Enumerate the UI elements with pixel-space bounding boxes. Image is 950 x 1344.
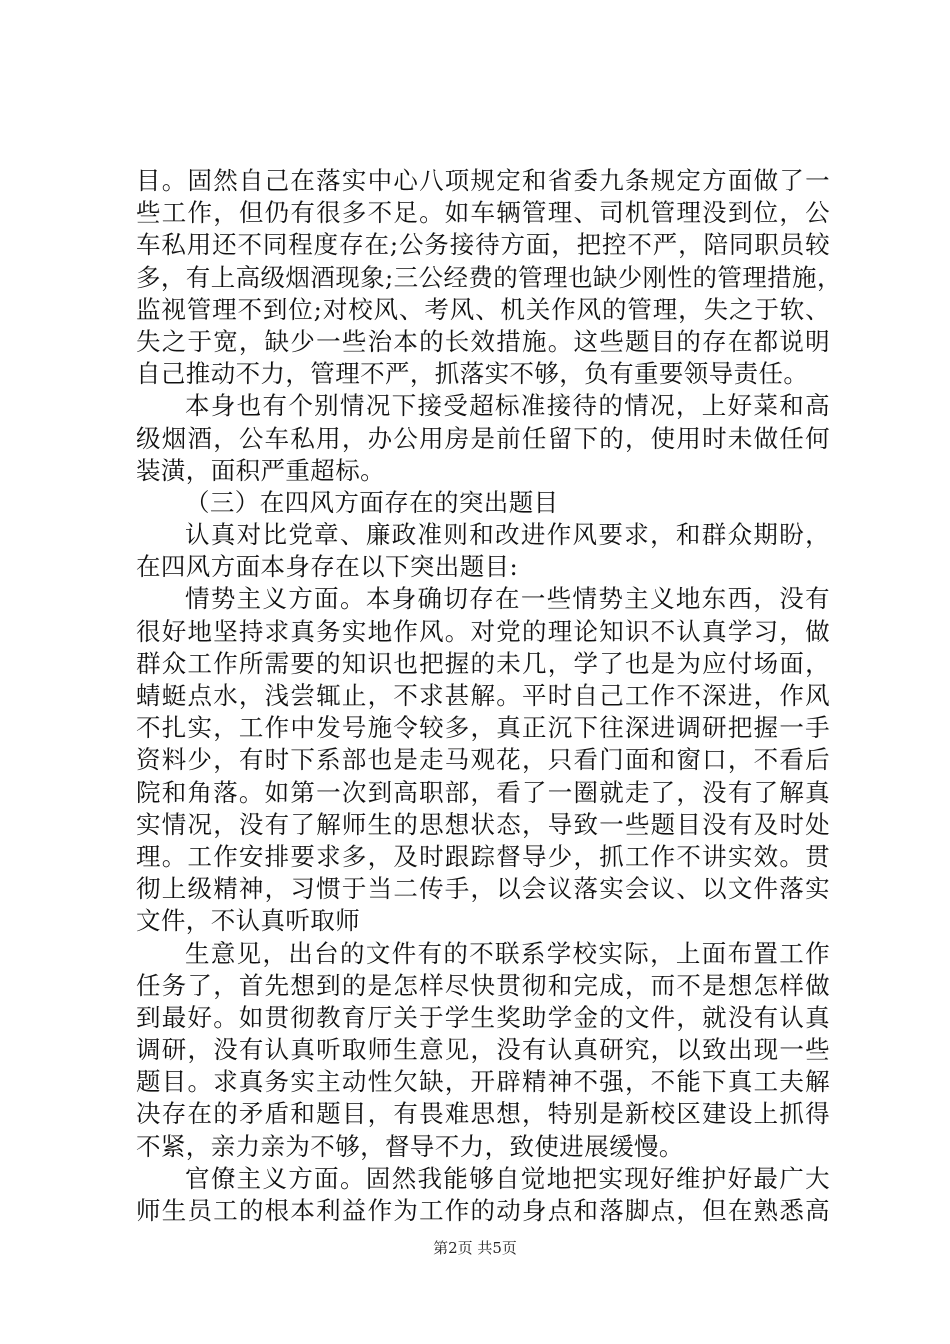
text-line: 调研，没有认真听取师生意见，没有认真研究，以致出现一些: [136, 1035, 830, 1065]
text-line: 本身也有个别情况下接受超标准接待的情况，上好菜和高: [185, 391, 830, 421]
text-line: 决存在的矛盾和题目，有畏难思想，特别是新校区建设上抓得: [136, 1099, 830, 1129]
body-text: [136, 165, 842, 1227]
text-line: 装潢，面积严重超标。: [136, 455, 385, 485]
text-line: 到最好。如贯彻教育厅关于学生奖助学金的文件，就没有认真: [136, 1002, 830, 1032]
text-line: 彻上级精神，习惯于当二传手，以会议落实会议、以文件落实: [136, 874, 830, 904]
text-line: 理。工作安排要求多，及时跟踪督导少，抓工作不讲实效。贯: [136, 841, 830, 871]
text-line: 认真对比党章、廉政准则和改进作风要求，和群众期盼，: [185, 520, 830, 550]
text-line: 群众工作所需要的知识也把握的未几，学了也是为应付场面，: [136, 648, 830, 678]
text-line: 官僚主义方面。固然我能够自觉地把实现好维护好最广大: [185, 1163, 830, 1193]
text-line: 级烟酒，公车私用，办公用房是前任留下的，使用时未做任何: [136, 423, 830, 453]
text-line: 生意见，出台的文件有的不联系学校实际，上面布置工作: [185, 938, 830, 968]
text-line: 失之于宽，缺少一些治本的长效措施。这些题目的存在都说明: [136, 326, 830, 356]
text-line: 目。固然自己在落实中心八项规定和省委九条规定方面做了一: [136, 166, 830, 195]
text-line: 不扎实，工作中发号施令较多，真正沉下往深进调研把握一手: [136, 713, 830, 743]
text-line: 院和角落。如第一次到高职部，看了一圈就走了，没有了解真: [136, 777, 830, 807]
text-line: 在四风方面本身存在以下突出题目:: [136, 552, 519, 582]
section-heading: （三）在四风方面存在的突出题目: [185, 487, 559, 517]
text-line: 自己推动不力，管理不严，抓落实不够，负有重要领导责任。: [136, 359, 809, 389]
text-line: 实情况，没有了解师生的思想状态，导致一些题目没有及时处: [136, 809, 830, 839]
text-line: 蜻蜓点水，浅尝辄止，不求甚解。平时自己工作不深进，作风: [136, 681, 830, 710]
text-line: 师生员工的根本利益作为工作的动身点和落脚点，但在熟悉高: [136, 1196, 830, 1225]
text-line: 资料少，有时下系部也是走马观花，只看门面和窗口，不看后: [136, 745, 830, 775]
text-line: 情势主义方面。本身确切存在一些情势主义地东西，没有: [185, 584, 830, 614]
text-line: 些工作，但仍有很多不足。如车辆管理、司机管理没到位，公: [136, 198, 830, 228]
text-line: 多，有上高级烟酒现象;三公经费的管理也缺少刚性的管理措施，: [136, 262, 842, 292]
text-line: 监视管理不到位;对校风、考风、机关作风的管理，失之于软、: [136, 294, 830, 324]
text-line: 不紧，亲力亲为不够，督导不力，致使进展缓慢。: [136, 1131, 684, 1161]
text-line: 文件，不认真听取师: [136, 906, 361, 936]
page-number-footer: 第2页 共5页: [433, 1239, 517, 1257]
text-line: 车私用还不同程度存在;公务接待方面，把控不严，陪同职员较: [136, 230, 830, 260]
text-line: 题目。求真务实主动性欠缺，开辟精神不强，不能下真工夫解: [136, 1067, 830, 1097]
text-line: 任务了，首先想到的是怎样尽快贯彻和完成，而不是想怎样做: [136, 970, 830, 1000]
text-line: 很好地坚持求真务实地作风。对党的理论知识不认真学习，做: [136, 616, 830, 646]
